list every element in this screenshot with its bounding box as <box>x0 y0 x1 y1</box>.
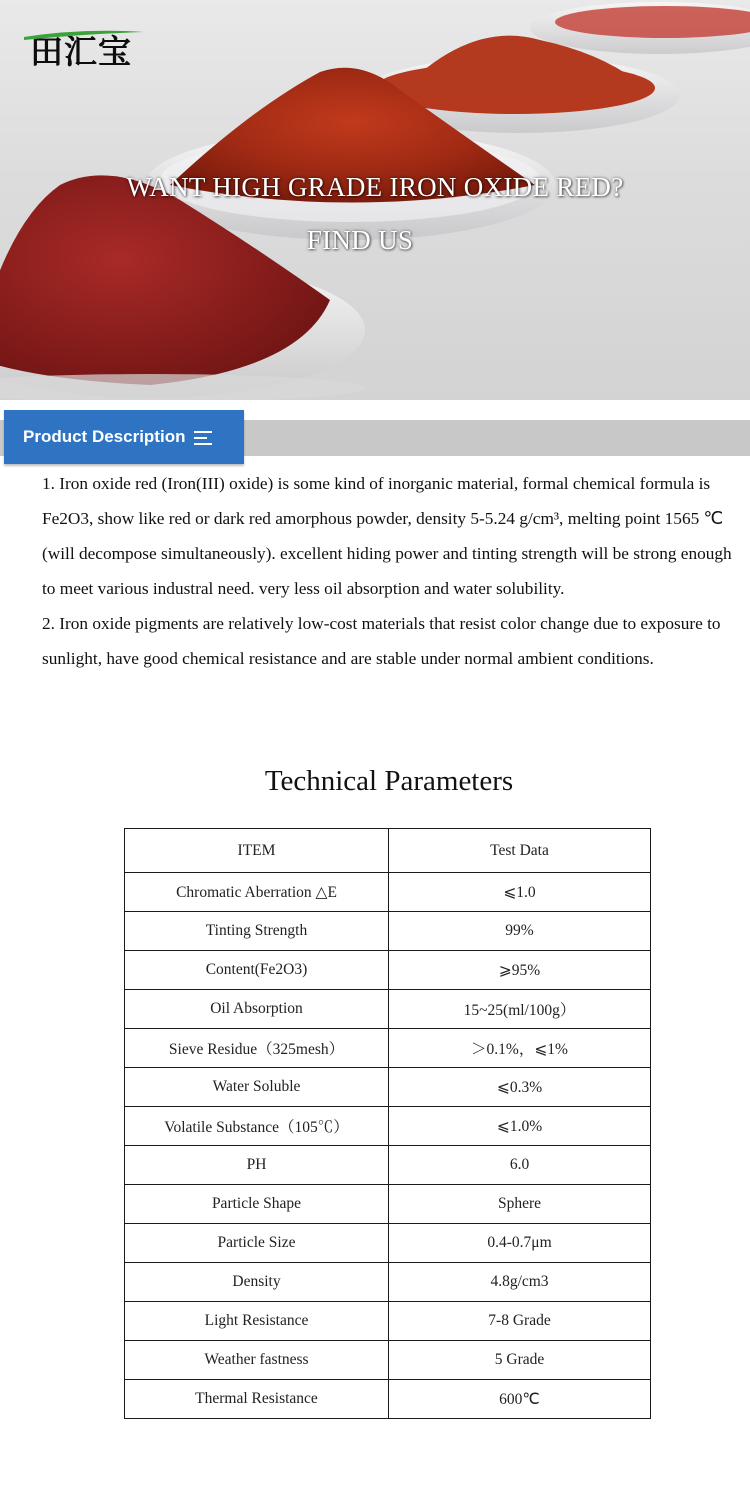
param-value-cell: ⩽0.3% <box>389 1068 651 1107</box>
param-item-cell: Oil Absorption <box>125 990 389 1029</box>
brand-logo[interactable] <box>22 26 147 82</box>
table-row <box>125 1302 651 1341</box>
table-row <box>125 990 651 1029</box>
hero-banner <box>0 0 750 400</box>
table-row <box>125 912 651 951</box>
column-header-test-data: Test Data <box>389 829 651 873</box>
param-item-cell: Particle Shape <box>125 1185 389 1224</box>
param-value-cell: 4.8g/cm3 <box>389 1263 651 1302</box>
technical-parameters-title: Technical Parameters <box>264 765 514 797</box>
param-item-cell: Sieve Residue（325mesh） <box>125 1029 389 1068</box>
technical-parameters-table <box>124 828 651 1419</box>
table-body <box>125 873 651 1419</box>
description-paragraph-2: 2. Iron oxide pigments are relatively low-cost materials that resist color change due to exposure to sunlight, have good chemical resistance and are stable under normal ambient conditions. <box>42 614 721 668</box>
param-item-cell: Density <box>125 1263 389 1302</box>
param-value-cell: 15~25(ml/100g） <box>389 990 651 1029</box>
param-item-cell: Content(Fe2O3) <box>125 951 389 990</box>
description-paragraph-1: 1. Iron oxide red (Iron(III) oxide) is some kind of inorganic material, formal chemical formula is Fe2O3, show like red or dark red amorphous powder, density 5-5.24 g/cm³, melting point 1565 ℃(will decompose simultaneously). excellent hiding power and tinting strength will be strong enough to meet various industral need. very less oil absorption and water solubility. <box>42 474 732 598</box>
table-row <box>125 1380 651 1419</box>
param-value-cell: ⩽1.0% <box>389 1107 651 1146</box>
table-row <box>125 1029 651 1068</box>
product-description <box>42 466 742 676</box>
param-item-cell: PH <box>125 1146 389 1185</box>
param-value-cell: ⩽1.0 <box>389 873 651 912</box>
param-item-cell: Thermal Resistance <box>125 1380 389 1419</box>
section-title: Product Description <box>23 427 186 446</box>
table-row <box>125 1263 651 1302</box>
param-item-cell: Tinting Strength <box>125 912 389 951</box>
table-header-row <box>125 829 651 873</box>
param-value-cell: Sphere <box>389 1185 651 1224</box>
param-value-cell: 99% <box>389 912 651 951</box>
table-row <box>125 1341 651 1380</box>
hero-subheadline: FIND US <box>306 225 414 255</box>
table-row <box>125 1224 651 1263</box>
param-item-cell: Light Resistance <box>125 1302 389 1341</box>
table-row <box>125 1107 651 1146</box>
param-value-cell: ⩾95% <box>389 951 651 990</box>
table-row <box>125 1146 651 1185</box>
column-header-item: ITEM <box>125 829 389 873</box>
param-value-cell: ＞0.1%，⩽1% <box>389 1029 651 1068</box>
menu-lines-icon <box>194 431 212 445</box>
param-value-cell: 5 Grade <box>389 1341 651 1380</box>
param-value-cell: 7-8 Grade <box>389 1302 651 1341</box>
param-value-cell: 0.4-0.7μm <box>389 1224 651 1263</box>
table-row <box>125 1068 651 1107</box>
param-item-cell: Particle Size <box>125 1224 389 1263</box>
param-item-cell: Water Soluble <box>125 1068 389 1107</box>
param-value-cell: 6.0 <box>389 1146 651 1185</box>
product-description-tab[interactable] <box>4 410 244 464</box>
table-row <box>125 951 651 990</box>
table-row <box>125 873 651 912</box>
param-item-cell: Volatile Substance（105℃） <box>125 1107 389 1146</box>
logo-text: 田汇宝 <box>30 32 132 71</box>
table-row <box>125 1185 651 1224</box>
param-item-cell: Weather fastness <box>125 1341 389 1380</box>
param-value-cell: 600℃ <box>389 1380 651 1419</box>
logo-swoosh-icon <box>22 26 147 42</box>
param-item-cell: Chromatic Aberration △E <box>125 873 389 912</box>
hero-headline: WANT HIGH GRADE IRON OXIDE RED? <box>126 172 624 202</box>
